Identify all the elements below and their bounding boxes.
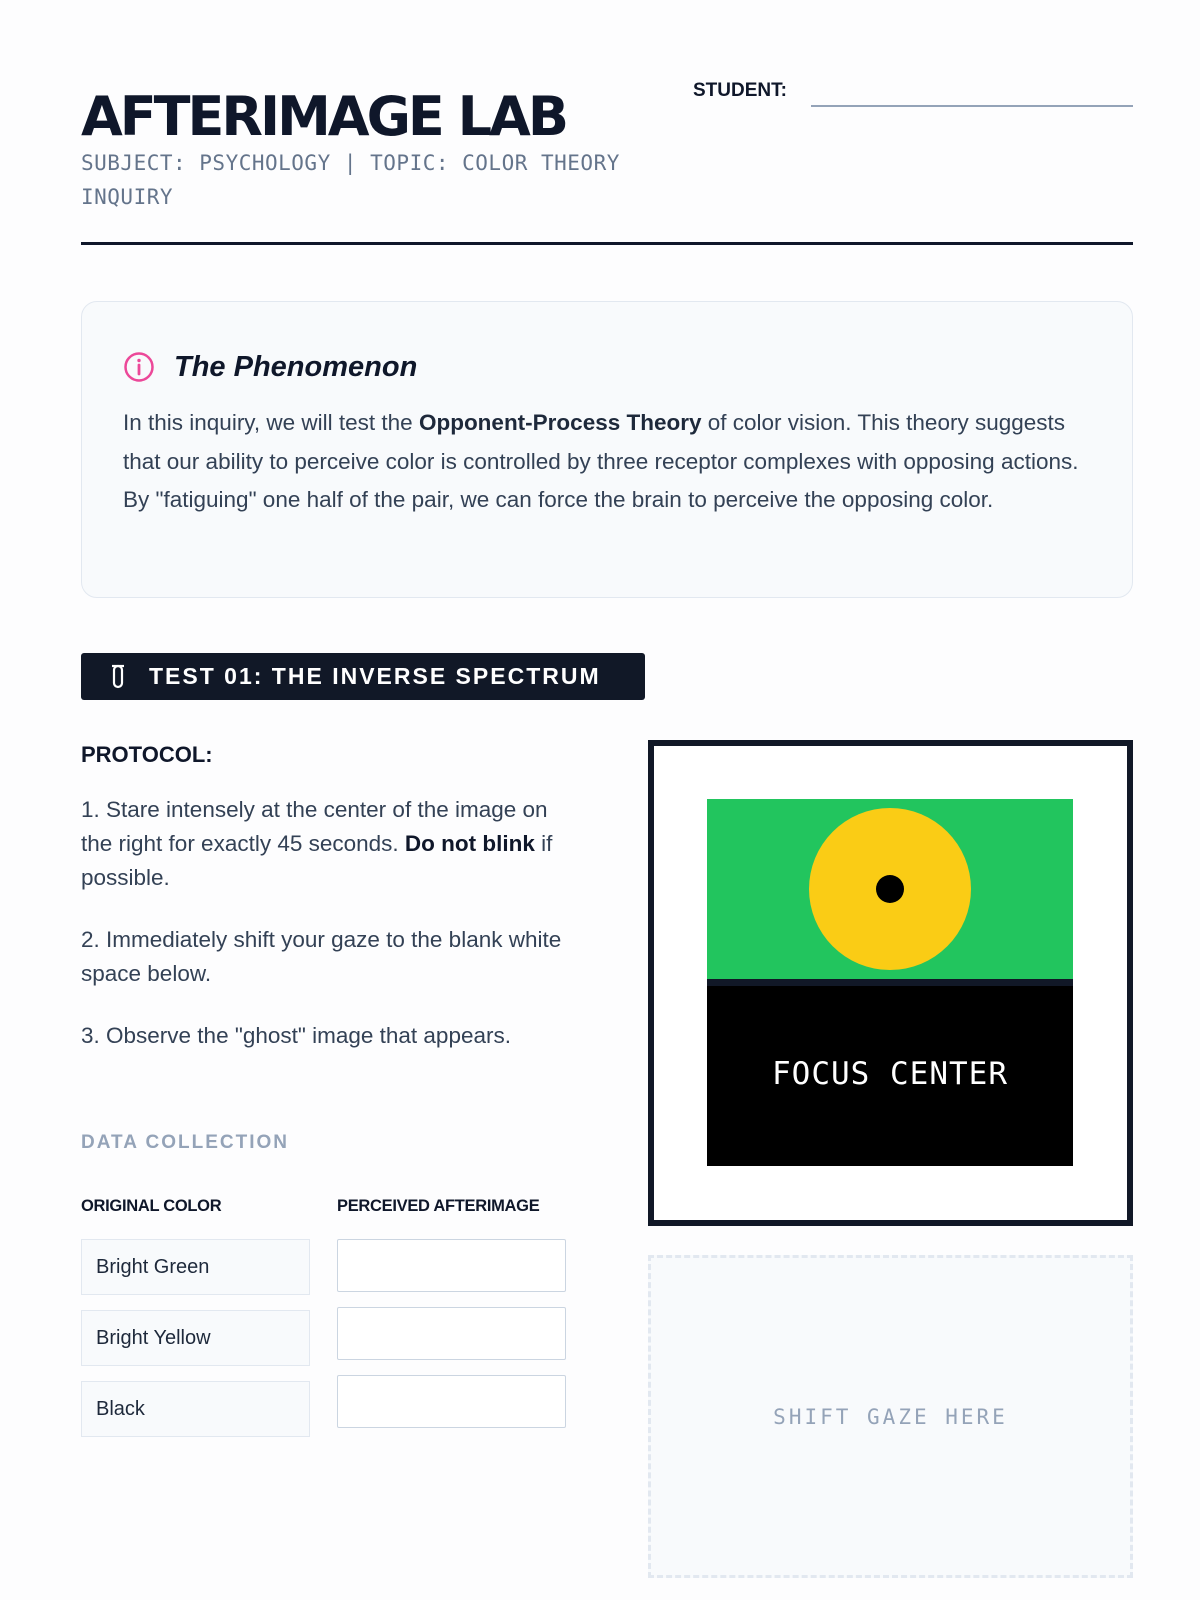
stimulus-frame <box>648 740 1133 1226</box>
phenomenon-body <box>123 404 1093 520</box>
phenomenon-body-text-end: of color vision. This theory suggests that our ability to perceive color is controlled by three receptor complexes with opposing actions. By "fatiguing" one half of the pair, we can force the brain to perceive the opposing color. <box>123 410 1079 512</box>
student-name-field[interactable] <box>811 105 1133 107</box>
protocol-title: PROTOCOL: <box>81 742 213 767</box>
protocol-step-3: 3. Observe the "ghost" image that appears. <box>81 1023 511 1048</box>
fixation-dot <box>876 875 904 903</box>
original-color-cell: Black <box>81 1381 310 1437</box>
stimulus-image <box>707 799 1073 1166</box>
header-divider <box>81 242 1133 245</box>
afterimage-input-yellow[interactable] <box>337 1307 566 1360</box>
afterimage-input-green[interactable] <box>337 1239 566 1292</box>
data-collection-heading: DATA COLLECTION <box>81 1132 290 1153</box>
focus-center-label: FOCUS CENTER <box>772 1056 1008 1092</box>
afterimage-input-black[interactable] <box>337 1375 566 1428</box>
test-tube-icon <box>111 664 125 690</box>
step-1-emphasis: Do not blink <box>404 831 535 856</box>
gaze-target-area <box>648 1255 1133 1578</box>
theory-name: Opponent-Process Theory <box>418 410 702 435</box>
phenomenon-title: The Phenomenon <box>174 351 418 383</box>
worksheet-page <box>81 0 1133 1600</box>
test-banner <box>81 653 645 700</box>
gaze-target-label: SHIFT GAZE HERE <box>773 1404 1008 1429</box>
page-subtitle: SUBJECT: PSYCHOLOGY | TOPIC: COLOR THEORY INQUIRY <box>81 151 620 209</box>
student-label: STUDENT: <box>693 80 787 101</box>
original-color-cell: Bright Yellow <box>81 1310 310 1366</box>
page-title: AFTERIMAGE LAB <box>81 85 566 148</box>
perceived-afterimage-header: PERCEIVED AFTERIMAGE <box>337 1197 540 1215</box>
stimulus-divider <box>707 979 1073 986</box>
step-1-text-end: if possible. <box>81 831 553 890</box>
info-icon <box>123 351 155 383</box>
original-color-cell: Bright Green <box>81 1239 310 1295</box>
test-banner-label: TEST 01: THE INVERSE SPECTRUM <box>149 663 601 689</box>
protocol-step-1 <box>81 793 581 895</box>
phenomenon-body-text: In this inquiry, we will test the <box>123 410 419 435</box>
original-color-header: ORIGINAL COLOR <box>81 1197 222 1215</box>
phenomenon-card <box>81 301 1133 598</box>
protocol-step-2: 2. Immediately shift your gaze to the blank white space below. <box>81 927 562 986</box>
step-1-text: 1. Stare intensely at the center of the image on the right for exactly 45 seconds. <box>81 797 548 856</box>
